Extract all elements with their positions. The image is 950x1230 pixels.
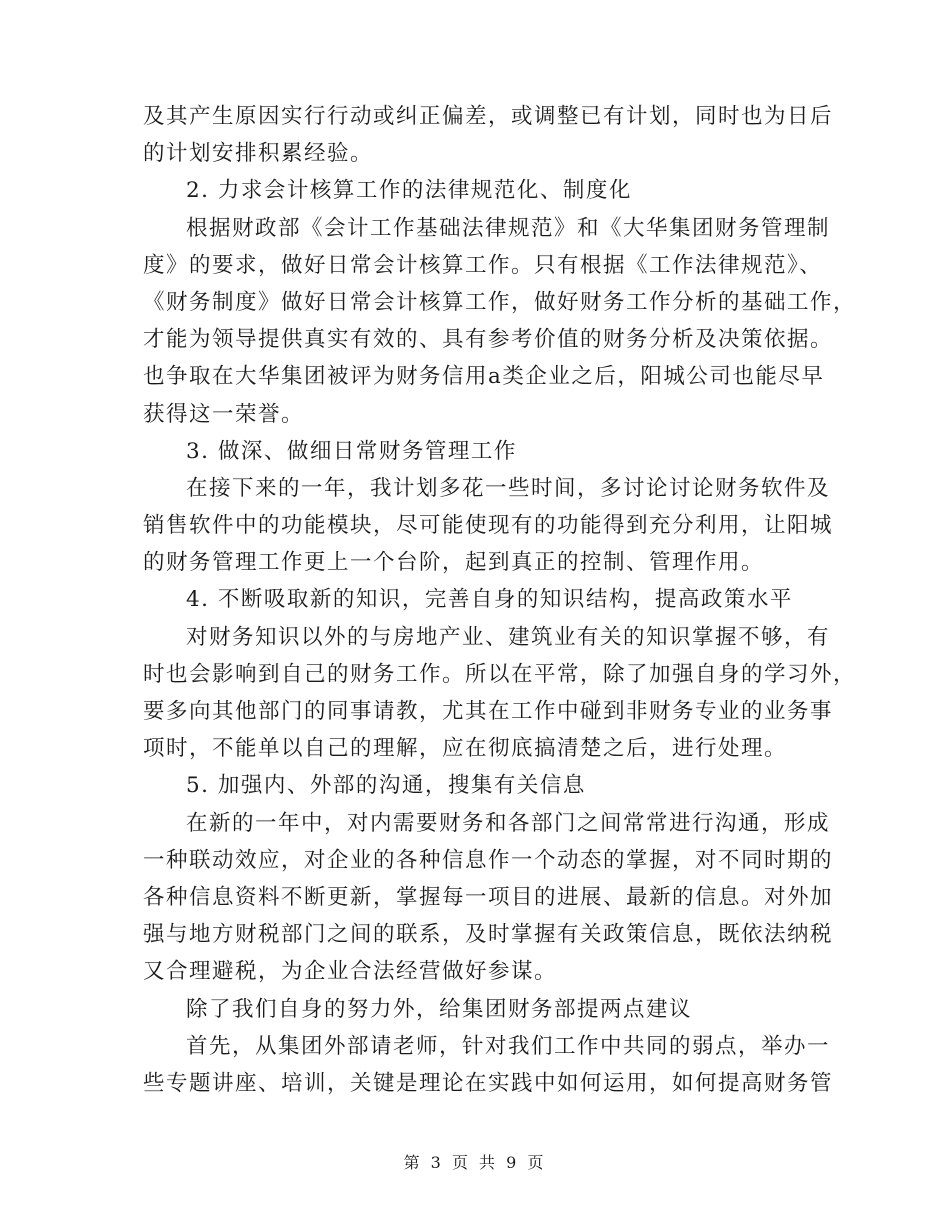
text-line: 根据财政部《会计工作基础法律规范》和《大华集团财务管理制 [186,215,831,241]
text-line: 的财务管理工作更上一个台阶，起到真正的控制、管理作用。 [143,550,765,576]
text-line: 才能为领导提供真实有效的、具有参考价值的财务分析及决策依据。 [143,327,834,353]
text-line: 获得这一荣誉。 [143,401,305,427]
text-line: 及其产生原因实行行动或纠正偏差，或调整已有计划，同时也为日后 [143,104,834,129]
text-line: 时也会影响到自己的财务工作。所以在平常，除了加强自身的学习外， [143,661,857,687]
text-line: 2. 力求会计核算工作的法律规范化、制度化 [186,178,632,204]
text-line: 销售软件中的功能模块，尽可能使现有的功能得到充分利用，让阳城 [143,513,834,539]
text-line: 的计划安排积累经验。 [143,141,374,167]
text-line: 对财务知识以外的与房地产业、建筑业有关的知识掌握不够，有 [186,624,831,650]
text-line: 强与地方财税部门之间的联系，及时掌握有关政策信息，既依法纳税 [143,922,834,948]
page-number-footer: 第 3 页 共 9 页 [403,1153,547,1172]
document-body [143,98,857,1102]
text-line: 除了我们自身的努力外，给集团财务部提两点建议 [186,996,693,1022]
text-line: 《财务制度》做好日常会计核算工作，做好财务工作分析的基础工作， [143,289,857,315]
text-line: 4. 不断吸取新的知识，完善自身的知识结构，提高政策水平 [186,587,793,613]
text-line: 一种联动效应，对企业的各种信息作一个动态的掌握，对不同时期的 [143,847,834,873]
text-line: 各种信息资料不断更新，掌握每一项目的进展、最新的信息。对外加 [143,884,834,910]
text-line: 首先，从集团外部请老师，针对我们工作中共同的弱点，举办一 [186,1033,831,1059]
text-line: 也争取在大华集团被评为财务信用a类企业之后，阳城公司也能尽早 [143,364,825,390]
text-line: 度》的要求，做好日常会计核算工作。只有根据《工作法律规范》、 [143,252,823,278]
text-line: 些专题讲座、培训，关键是理论在实践中如何运用，如何提高财务管 [143,1070,834,1096]
text-line: 在新的一年中，对内需要财务和各部门之间常常进行沟通，形成 [186,810,831,836]
text-line: 5. 加强内、外部的沟通，搜集有关信息 [186,773,586,799]
text-line: 项时，不能单以自己的理解，应在彻底搞清楚之后，进行处理。 [143,736,788,762]
text-line: 要多向其他部门的同事请教，尤其在工作中碰到非财务专业的业务事 [143,699,834,724]
text-line: 又合理避税，为企业合法经营做好参谋。 [143,959,558,985]
text-line: 3. 做深、做细日常财务管理工作 [186,438,517,464]
text-line: 在接下来的一年，我计划多花一些时间，多讨论讨论财务软件及 [186,475,831,501]
